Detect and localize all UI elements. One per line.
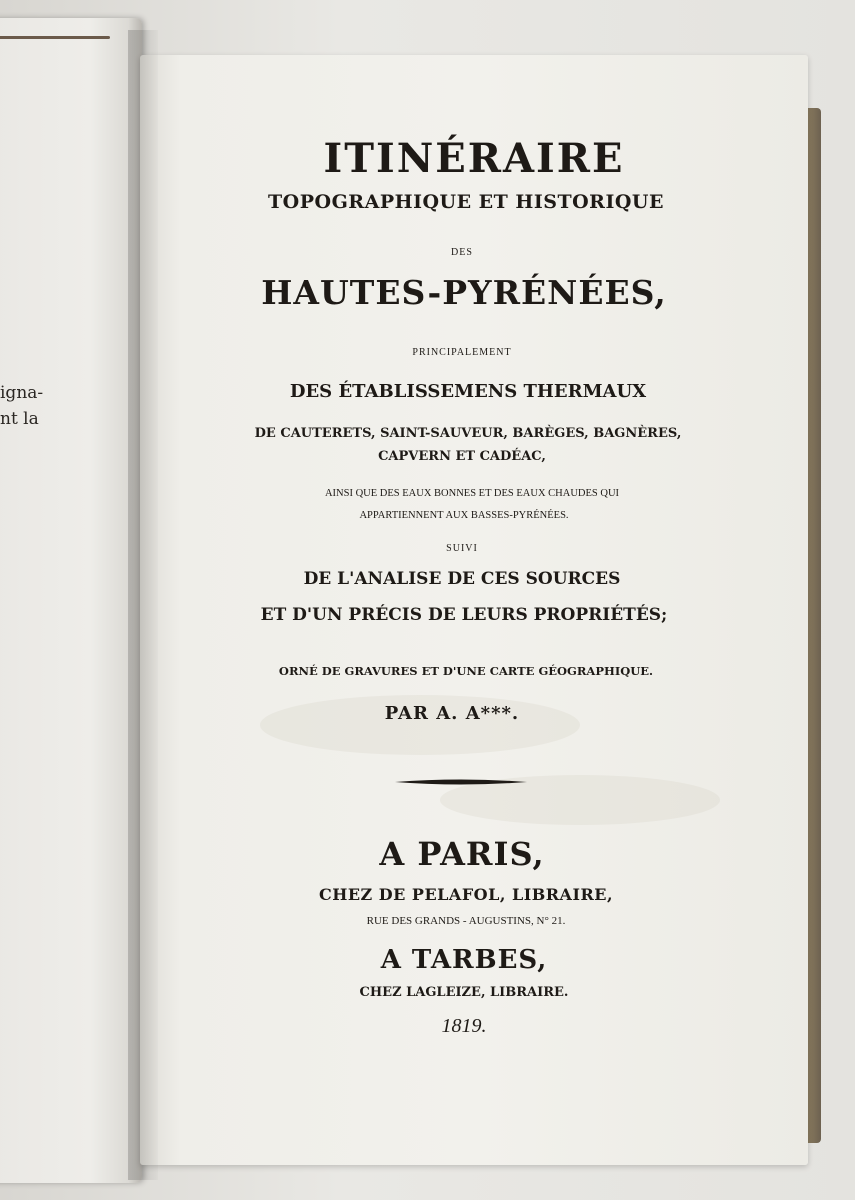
rue-line: RUE DES GRANDS - AUGUSTINS, N° 21. — [366, 915, 566, 927]
paris-line: A PARIS, — [379, 835, 545, 873]
analise-line-2: ET D'UN PRÉCIS DE LEURS PROPRIÉTÉS; — [260, 605, 668, 625]
book-gutter-shadow — [128, 30, 158, 1180]
ornamental-rule — [395, 777, 527, 787]
title-page — [140, 55, 808, 1165]
analise-line-1: DE L'ANALISE DE CES SOURCES — [303, 569, 621, 589]
left-facing-page — [0, 18, 142, 1183]
author-line: PAR A. A***. — [384, 703, 520, 724]
pelafol-line: CHEZ DE PELAFOL, LIBRAIRE, — [318, 885, 614, 904]
book-subtitle: TOPOGRAPHIQUE ET HISTORIQUE — [268, 191, 664, 213]
left-page-fragment-1: igna- — [0, 383, 44, 403]
left-page-text — [0, 380, 140, 432]
des-line: DES — [451, 247, 473, 258]
region-title: HAUTES-PYRÉNÉES, — [261, 273, 667, 312]
left-page-fragment-2: nt la — [0, 409, 39, 429]
towns-line-2: CAPVERN ET CADÉAC, — [378, 449, 546, 464]
eaux-line-1: AINSI QUE DES EAUX BONNES ET DES EAUX CHAUDES QUI — [324, 488, 620, 499]
towns-line-1: DE CAUTERETS, SAINT-SAUVEUR, BARÈGES, BAGNÈRES, — [254, 426, 682, 441]
eaux-line-2: APPARTIENNENT AUX BASSES-PYRÉNÉES. — [359, 510, 569, 521]
etablissemens-line: DES ÉTABLISSEMENS THERMAUX — [289, 381, 647, 402]
left-page-top-edge — [0, 36, 110, 39]
lagleize-line: CHEZ LAGLEIZE, LIBRAIRE. — [359, 985, 569, 1000]
book-title: ITINÉRAIRE — [323, 135, 625, 182]
principalement-line: PRINCIPALEMENT — [412, 347, 512, 358]
orne-line: ORNÉ DE GRAVURES ET D'UNE CARTE GÉOGRAPHIQUE. — [278, 664, 654, 678]
suivi-line: SUIVI — [446, 543, 478, 554]
year-line: 1819. — [441, 1015, 487, 1037]
tarbes-line: A TARBES, — [380, 945, 548, 975]
